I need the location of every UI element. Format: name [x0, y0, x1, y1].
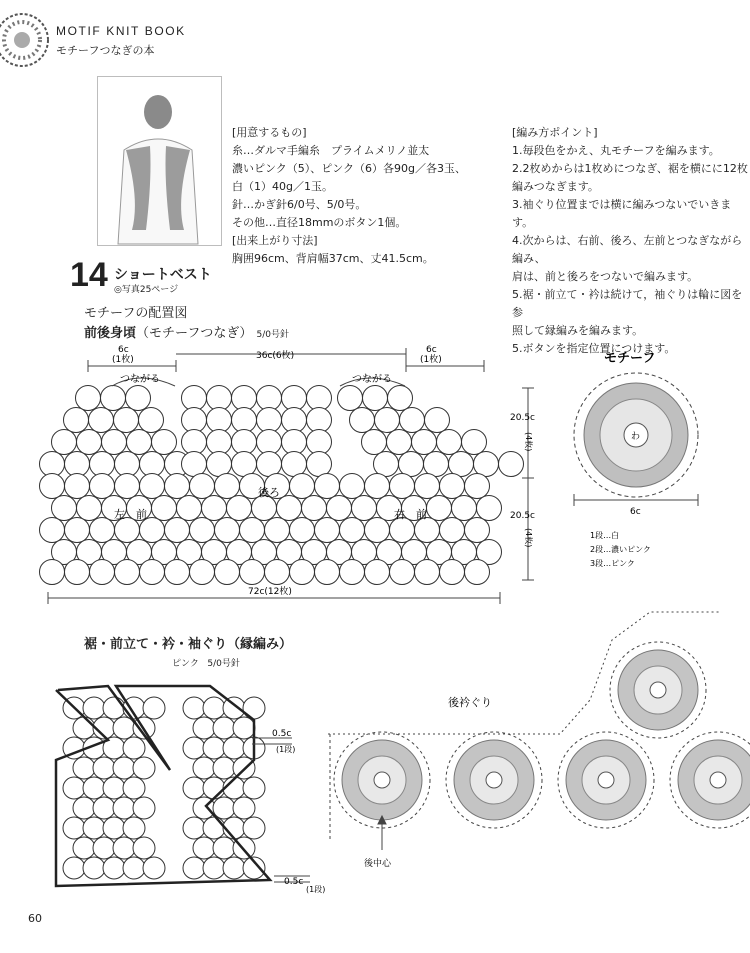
- edging-motif-circle: [103, 777, 125, 799]
- layout-subtitle-bold: 前後身頃: [84, 326, 137, 341]
- motif-circle: [215, 518, 240, 543]
- edging-motif-circle: [123, 777, 145, 799]
- motif-circle: [252, 496, 277, 521]
- height-top-sub: (4枚): [524, 432, 533, 452]
- motif-circle: [177, 496, 202, 521]
- height-bottom-sub: (4枚): [524, 528, 533, 548]
- edging-motif-circle: [203, 737, 225, 759]
- point-line: 4.次からは、右前、後ろ、左前とつなぎながら編み、: [512, 234, 743, 265]
- edging-motif-circle: [113, 797, 135, 819]
- motif-circle: [415, 560, 440, 585]
- motif-circle: [452, 496, 477, 521]
- edging-needle: 5/0号針: [207, 659, 240, 669]
- book-title: MOTIF KNIT BOOK: [56, 24, 186, 38]
- motif-circle: [40, 560, 65, 585]
- dim-right-label: 6c: [426, 345, 437, 355]
- motif-circle: [277, 496, 302, 521]
- edging-motif-circle: [183, 817, 205, 839]
- motif-row-1: 1段…白: [590, 531, 620, 540]
- edging-motif-circle: [213, 717, 235, 739]
- edging-motif-circle: [203, 817, 225, 839]
- motif-circle: [227, 496, 252, 521]
- motif-circle: [282, 386, 307, 411]
- edging-motif-circle: [213, 797, 235, 819]
- edging-motif-circle: [123, 737, 145, 759]
- motif-circle: [415, 518, 440, 543]
- motif-row-2: 2段…濃いピンク: [590, 545, 651, 554]
- edging-motif-circle: [113, 837, 135, 859]
- edging-motif-circle: [73, 837, 95, 859]
- motif-circle: [440, 518, 465, 543]
- layout-subtitle: [84, 322, 289, 341]
- motif-circle: [412, 430, 437, 455]
- motif-circle: [232, 430, 257, 455]
- motif-circle: [115, 518, 140, 543]
- materials-line: [用意するもの]: [232, 126, 307, 139]
- edging-motif-circle: [73, 757, 95, 779]
- motif-circle: [207, 386, 232, 411]
- motif-circle: [232, 452, 257, 477]
- motif-circle: [390, 560, 415, 585]
- motif-width-label: 6c: [630, 507, 641, 517]
- motif-circle: [390, 474, 415, 499]
- edging-motif-circle: [213, 837, 235, 859]
- motif-circle: [182, 386, 207, 411]
- motif-circle: [340, 518, 365, 543]
- motif-circle: [415, 474, 440, 499]
- edging-motif-circle: [63, 817, 85, 839]
- motif-circle: [40, 518, 65, 543]
- neck-motif: [670, 732, 750, 828]
- edging-motif-circle: [63, 857, 85, 879]
- edging-motif-circle: [143, 857, 165, 879]
- motif-circle: [165, 474, 190, 499]
- motif-circle: [207, 452, 232, 477]
- motif-circle: [240, 518, 265, 543]
- motif-circle: [340, 474, 365, 499]
- motif-circle: [257, 386, 282, 411]
- edging-motif-circle: [193, 717, 215, 739]
- motif-circle: [232, 386, 257, 411]
- motif-circle: [282, 452, 307, 477]
- edging-motif-circle: [193, 837, 215, 859]
- motif-width-line: [574, 494, 698, 506]
- motif-circle: [365, 518, 390, 543]
- edging-motif-circle: [203, 777, 225, 799]
- motif-circle: [477, 496, 502, 521]
- motif-circle: [315, 560, 340, 585]
- left-label-1: 左: [114, 508, 125, 521]
- edging-motif-circle: [123, 857, 145, 879]
- edging-dim2-sub: (1段): [306, 885, 326, 894]
- back-center-arrow: [378, 816, 386, 850]
- motif-circle: [462, 430, 487, 455]
- edging-motif-circle: [223, 857, 245, 879]
- edging-motif-circle: [233, 717, 255, 739]
- edging-motif-circle: [93, 797, 115, 819]
- layout-needle: 5/0号針: [256, 330, 290, 340]
- motif-circle: [139, 408, 164, 433]
- motif-circle: [474, 452, 499, 477]
- edging-motif-circle: [73, 717, 95, 739]
- motif-circle: [40, 474, 65, 499]
- motif-circle: [140, 474, 165, 499]
- motif-circle: [90, 474, 115, 499]
- motif-circle: [89, 408, 114, 433]
- edging-motif-circle: [183, 857, 205, 879]
- motif-circle: [307, 452, 332, 477]
- motif-circle: [190, 518, 215, 543]
- motif-circle: [65, 452, 90, 477]
- edging-motif-circle: [223, 697, 245, 719]
- motif-circle: [90, 560, 115, 585]
- motif-circle: [437, 430, 462, 455]
- point-line: 5.ボタンを指定位置につけます。: [512, 342, 676, 355]
- motif-circle: [182, 452, 207, 477]
- motif-circle: [90, 452, 115, 477]
- back-center-label: 後中心: [364, 859, 392, 869]
- layout-subtitle-rest: （モチーフつなぎ）: [136, 326, 253, 341]
- edging-dim1: 0.5c: [272, 729, 292, 739]
- neck-motif: [558, 732, 654, 828]
- dim-left-sub: (1枚): [112, 355, 134, 365]
- motif-circle: [207, 430, 232, 455]
- motif-circle: [182, 408, 207, 433]
- motif-circle: [257, 452, 282, 477]
- motif-circle: [115, 474, 140, 499]
- motif-circle: [265, 560, 290, 585]
- edging-motif-circle: [243, 817, 265, 839]
- motif-circle: [307, 430, 332, 455]
- flower-logo-icon: [0, 14, 48, 66]
- neck-motif: [446, 732, 542, 828]
- edging-motif-circle: [133, 837, 155, 859]
- motif-circle: [290, 560, 315, 585]
- materials-line: 針…かぎ針6/0号、5/0号。: [232, 198, 367, 211]
- motif-circle: [65, 474, 90, 499]
- motif-circle: [388, 386, 413, 411]
- motif-circle: [165, 560, 190, 585]
- edging-motif-circle: [73, 797, 95, 819]
- motif-circle: [152, 430, 177, 455]
- motif-circle: [52, 430, 77, 455]
- motif-circle: [102, 430, 127, 455]
- right-label-2: 前: [416, 508, 427, 521]
- edging-color: ピンク: [172, 659, 199, 669]
- edging-color-needle: [172, 656, 240, 669]
- motif-circle: [302, 496, 327, 521]
- motif-circle: [307, 386, 332, 411]
- edging-motif-circle: [143, 697, 165, 719]
- edging-motif-circle: [103, 857, 125, 879]
- motif-circle: [425, 408, 450, 433]
- motif-circle: [114, 408, 139, 433]
- motif-title: モチーフ: [604, 351, 656, 366]
- motif-circle: [77, 430, 102, 455]
- motif-circle: [257, 408, 282, 433]
- motif-circle: [290, 474, 315, 499]
- motif-circle: [64, 408, 89, 433]
- motif-circle: [338, 386, 363, 411]
- motif-circle: [350, 408, 375, 433]
- point-line: 1.毎段色をかえ、丸モチーフを編みます。: [512, 144, 720, 157]
- motif-circle: [202, 496, 227, 521]
- motif-circle: [387, 430, 412, 455]
- motif-circle: [440, 560, 465, 585]
- motif-circle: [76, 386, 101, 411]
- edging-motif-circle: [243, 777, 265, 799]
- edging-motif-circle: [203, 857, 225, 879]
- motif-circle: [115, 560, 140, 585]
- motif-circle: [40, 452, 65, 477]
- point-line: 肩は、前と後ろをつないで編みます。: [512, 270, 699, 283]
- edging-motif-circle: [183, 697, 205, 719]
- pattern-name: ショートベスト: [114, 267, 212, 283]
- motif-circle: [424, 452, 449, 477]
- photo-frame: [97, 76, 222, 246]
- back-neckline-diagram: [328, 612, 750, 840]
- edging-motif-circle: [183, 777, 205, 799]
- height-top-label: 20.5c: [510, 413, 535, 423]
- motif-circle: [282, 430, 307, 455]
- motif-circle: [165, 518, 190, 543]
- motif-circle: [399, 452, 424, 477]
- motif-circle: [140, 452, 165, 477]
- dim-left-label: 6c: [118, 345, 129, 355]
- edging-motif-circle: [183, 737, 205, 759]
- dim-center-label: 36c(6枚): [256, 351, 295, 361]
- edging-motif-circle: [63, 777, 85, 799]
- motif-circle: [65, 518, 90, 543]
- motif-circle: [465, 518, 490, 543]
- edging-title: 裾・前立て・衿・袖ぐり（縁編み）: [84, 637, 293, 652]
- layout-title: モチーフの配置図: [84, 306, 188, 321]
- motif-circle: [307, 408, 332, 433]
- materials-line: 濃いピンク（5）、ピンク（6）各90g／各3玉、: [232, 162, 467, 175]
- book-subtitle: モチーフつなぎの本: [56, 44, 155, 57]
- motif-circle: [362, 430, 387, 455]
- edging-motif-circle: [123, 817, 145, 839]
- edging-motif-circle: [243, 697, 265, 719]
- pattern-number: 14: [70, 256, 108, 294]
- motif-circle: [427, 496, 452, 521]
- materials-line: 胸囲96cm、背肩幅37cm、丈41.5cm。: [232, 252, 434, 265]
- edging-motif-circle: [113, 717, 135, 739]
- edging-dim1-sub: (1段): [276, 745, 296, 754]
- edging-motif-circle: [133, 757, 155, 779]
- motif-circle: [127, 430, 152, 455]
- edging-motif-circle: [103, 697, 125, 719]
- edging-motif-circle: [203, 697, 225, 719]
- edging-motif-circle: [93, 837, 115, 859]
- edging-motif-circle: [83, 817, 105, 839]
- motif-circle: [90, 518, 115, 543]
- motif-circle: [315, 518, 340, 543]
- motif-circle: [190, 560, 215, 585]
- motif-circle: [52, 496, 77, 521]
- photo-reference: ◎写真25ページ: [114, 285, 179, 295]
- point-line: [編み方ポイント]: [512, 126, 598, 139]
- dim-right-sub: (1枚): [420, 355, 442, 365]
- motif-circle: [465, 474, 490, 499]
- motif-circle: [352, 496, 377, 521]
- point-line: 3.袖ぐり位置までは横に編みつないでいきます。: [512, 198, 732, 229]
- motif-circle: [375, 408, 400, 433]
- point-line: 照して縁編みを編みます。: [512, 324, 644, 337]
- motif-circle: [363, 386, 388, 411]
- motif-circle: [290, 518, 315, 543]
- motif-circle: [65, 560, 90, 585]
- edging-diagram: [56, 686, 270, 886]
- motif-circle: [499, 452, 524, 477]
- motif-circle: [315, 474, 340, 499]
- motif-circle: [126, 386, 151, 411]
- motif-circle: [465, 560, 490, 585]
- motif-circle: [282, 408, 307, 433]
- motif-circle: [77, 496, 102, 521]
- edging-motif-circle: [233, 797, 255, 819]
- connect-left-label: つながる: [120, 374, 160, 385]
- motif-circle: [440, 474, 465, 499]
- left-label-2: 前: [136, 508, 147, 521]
- motif-circle: [152, 496, 177, 521]
- materials-line: 白（1）40g／1玉。: [232, 180, 333, 193]
- edging-motif-circle: [83, 777, 105, 799]
- neck-motif: [610, 642, 706, 738]
- motif-circle: [140, 560, 165, 585]
- back-neck-label: 後衿ぐり: [448, 696, 492, 709]
- motif-circle: [182, 430, 207, 455]
- back-label: 後ろ: [258, 486, 280, 499]
- motif-circle: [232, 408, 257, 433]
- connect-right-label: つながる: [352, 374, 392, 385]
- motif-circle: [327, 496, 352, 521]
- materials-block: [232, 124, 466, 268]
- motif-circle: [265, 518, 290, 543]
- materials-line: その他…直径18mmのボタン1個。: [232, 216, 407, 229]
- edging-motif-circle: [193, 757, 215, 779]
- motif-circle: [140, 518, 165, 543]
- motif-circle: [390, 518, 415, 543]
- motif-circle: [257, 430, 282, 455]
- materials-line: [出来上がり寸法]: [232, 234, 318, 247]
- motif-circle: [449, 452, 474, 477]
- motif-circle: [101, 386, 126, 411]
- knitting-points-block: [512, 124, 750, 358]
- motif-circle: [400, 408, 425, 433]
- point-line: 2.2枚めからは1枚めにつなぎ、裾を横にに12枚: [512, 162, 748, 175]
- edging-motif-circle: [93, 757, 115, 779]
- motif-circle: [374, 452, 399, 477]
- edging-motif-circle: [223, 737, 245, 759]
- motif-row-3: 3段…ピンク: [590, 559, 635, 568]
- edging-motif-circle: [213, 757, 235, 779]
- motif-circle: [365, 474, 390, 499]
- page-number: 60: [28, 912, 42, 925]
- point-line: 編みつなぎます。: [512, 180, 599, 193]
- motif-circle: [190, 474, 215, 499]
- edging-motif-circle: [83, 697, 105, 719]
- motif-layout-diagram: [40, 386, 524, 585]
- motif-circle: [240, 560, 265, 585]
- motif-circle: [215, 474, 240, 499]
- right-label-1: 右: [394, 508, 405, 521]
- motif-circle: [365, 560, 390, 585]
- edging-motif-circle: [133, 797, 155, 819]
- materials-line: 糸…ダルマ手編糸 プライムメリノ並太: [232, 144, 430, 157]
- width-bottom-label: 72c(12枚): [248, 587, 292, 597]
- edging-dim2: 0.5c: [284, 877, 304, 887]
- motif-circle: [115, 452, 140, 477]
- height-bottom-label: 20.5c: [510, 511, 535, 521]
- motif-center-mark: わ: [631, 432, 641, 442]
- motif-circle: [207, 408, 232, 433]
- neck-motif: [334, 732, 430, 828]
- point-line: 5.裾・前立て・衿は続けて，袖ぐりは輪に図を参: [512, 288, 743, 319]
- edging-motif-circle: [113, 757, 135, 779]
- motif-circle: [215, 560, 240, 585]
- motif-circle: [340, 560, 365, 585]
- edging-motif-circle: [103, 817, 125, 839]
- edging-motif-circle: [83, 857, 105, 879]
